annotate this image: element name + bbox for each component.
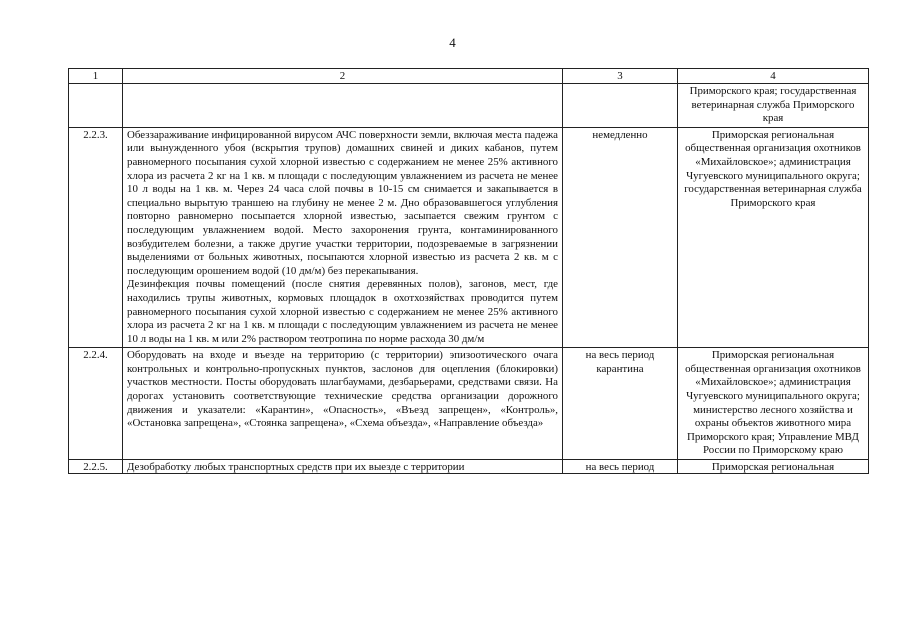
table-row-2-2-5: [69, 460, 869, 474]
measure-paragraph: Оборудовать на входе и въезде на территорию (с территории) эпизоотического очага контрольных и контрольно-пропускных пунктов, заслонов для оцепления (блокировки) участков местности. Посты оборудовать шлагбаумами, дезбарьерами, средствами связи. На дорогах установить соответствующие технические средства организации дорожного движения и указатели: «Карантин», «Опасность», «Въезд запрещен», «Контроль», «Остановка запрещена», «Стоянка запрещена», «Схема объезда», «Направление объезда»: [127, 349, 558, 430]
num-cell: [69, 84, 123, 128]
measure-cell: [123, 460, 563, 474]
table-row-2-2-3: [69, 127, 869, 348]
responsible-cell: Приморского края; государственная ветеринарная служба Приморского края: [678, 84, 869, 128]
deadline-cell: на весь период: [563, 460, 678, 474]
column-header-4: 4: [678, 69, 869, 84]
measures-table: [68, 68, 869, 474]
measure-paragraph: Обеззараживание инфицированной вирусом АЧС поверхности земли, включая места падежа или вынужденного убоя (вскрытия трупов) домашних свиней и диких кабанов, путем равномерного посыпания сухой хлорной известью с содержанием не менее 25% активного хлора из расчета 2 кг на 1 кв. м площади с последующим увлажнением из расчета не менее 10 л воды на 1 кв. м. Через 24 часа слой почвы в 10-15 см снимается и закапывается в специально вырытую траншею на глубину не менее 2 м. Дно образовавшегося углубления повторно равномерно посыпается хлорной известью, засыпается свежим грунтом с последующим увлажнением водой. Место захоронения грунта, контаминированного возбудителем болезни, а также другие участки территории, подозреваемые в загрязнении выделениями от больных животных, посыпаются хлорной известью из расчета 2 кв. м с последующим орошением водой (10 дм/м) без перекапывания.: [127, 128, 558, 277]
num-cell: 2.2.4.: [69, 348, 123, 460]
responsible-cell: Приморская региональная общественная организация охотников «Михайловское»; администрация Чугуевского муниципального округа; государственная ветеринарная служба Приморского края: [678, 127, 869, 348]
num-cell: 2.2.3.: [69, 127, 123, 348]
deadline-cell: на весь период карантина: [563, 348, 678, 460]
deadline-cell: [563, 84, 678, 128]
measure-paragraph: Дезобработку любых транспортных средств при их выезде с территории: [127, 461, 465, 474]
column-header-2: 2: [123, 69, 563, 84]
measure-cell: [123, 127, 563, 348]
column-header-1: 1: [69, 69, 123, 84]
measure-paragraph: Дезинфекция почвы помещений (после снятия деревянных полов), загонов, мест, где находились трупы животных, кормовых площадок в охотхозяйствах проводится путем равномерного посыпания сухой хлорной известью с содержанием не менее 25% активного хлора из расчета 2 кг на 1 кв. м площади с последующим увлажнением из расчета не менее 10 л воды на 1 кв. м или 2% раствором теотропина по норме расхода 30 дм/м: [127, 278, 558, 345]
table-header-row: [69, 69, 869, 84]
table-row-2-2-4: [69, 348, 869, 460]
responsible-cell: Приморская региональная общественная организация охотников «Михайловское»; администрация Чугуевского муниципального округа; министерство лесного хозяйства и охраны объектов животного мира Приморского края; Управление МВД России по Приморскому краю: [678, 348, 869, 460]
measure-cell: [123, 84, 563, 128]
measure-cell: [123, 348, 563, 460]
page-number: 4: [449, 35, 456, 50]
column-header-3: 3: [563, 69, 678, 84]
deadline-cell: немедленно: [563, 127, 678, 348]
table-row-continuation: [69, 84, 869, 128]
num-cell: 2.2.5.: [69, 460, 123, 474]
responsible-cell: Приморская региональная: [678, 460, 869, 474]
